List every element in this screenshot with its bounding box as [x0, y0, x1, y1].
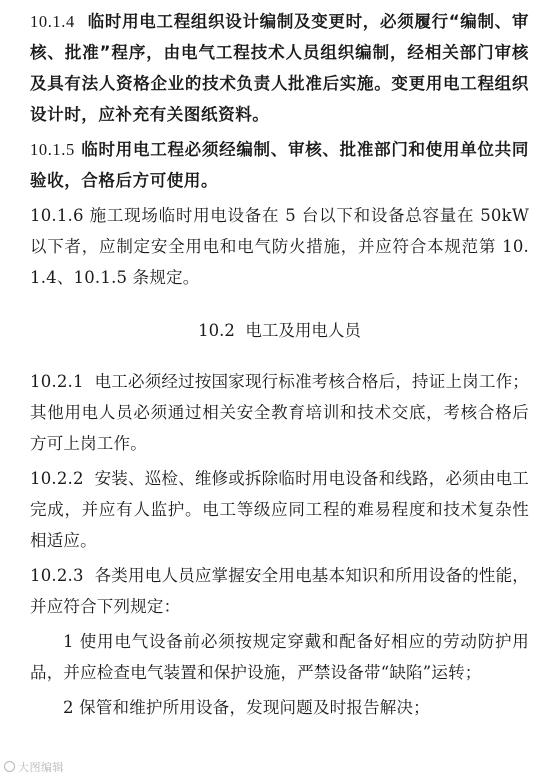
clause-number: 10.2.1	[30, 372, 84, 391]
clause-number: 10.1.6	[30, 206, 84, 225]
clause-10-1-6	[30, 200, 529, 293]
clause-10-1-5	[30, 134, 529, 196]
clause-text: 电工必须经过按国家现行标准考核合格后，持证上岗工作；其他用电人员必须通过相关安全教育培训和技术交底，考核合格后方可上岗工作。	[30, 372, 529, 453]
clause-number: 10.2.2	[30, 469, 84, 488]
clause-number: 10.1.4	[30, 12, 75, 31]
clause-text: 安装、巡检、维修或拆除临时用电设备和线路，必须由电工完成，并应有人监护。电工等级应同工程的难易程度和技术复杂性相适应。	[30, 469, 529, 550]
clause-10-1-4	[30, 6, 529, 130]
clause-10-2-2	[30, 463, 529, 556]
section-heading	[30, 315, 529, 346]
list-item-1: 1 使用电气设备前必须按规定穿戴和配备好相应的劳动防护用品，并应检查电气装置和保护设施，严禁设备带“缺陷”运转；	[30, 632, 529, 682]
watermark-text: 大图编辑	[18, 761, 64, 774]
clause-10-2-1	[30, 366, 529, 459]
watermark	[4, 759, 64, 775]
clause-text: 施工现场临时用电设备在 5 台以下和设备总容量在 50kW 以下者，应制定安全用电和电气防火措施，并应符合本规范第 10.1.4、10.1.5 条规定。	[30, 206, 529, 287]
watermark-icon	[4, 761, 15, 772]
section-number: 10.2	[198, 321, 235, 340]
clause-text: 临时用电工程组织设计编制及变更时，必须履行“编制、审核、批准”程序，由电气工程技术人员组织编制，经相关部门审核及具有法人资格企业的技术负责人批准后实施。变更用电工程组织设计时，应补充有关图纸资料。	[30, 12, 529, 124]
clause-text: 临时用电工程必须经编制、审核、批准部门和使用单位共同验收，合格后方可使用。	[30, 140, 529, 190]
section-title: 电工及用电人员	[245, 321, 361, 340]
clause-number: 10.1.5	[30, 140, 75, 159]
clause-text: 各类用电人员应掌握安全用电基本知识和所用设备的性能，并应符合下列规定：	[30, 566, 529, 616]
clause-10-2-3	[30, 560, 529, 622]
list-item-2: 2 保管和维护所用设备，发现问题及时报告解决；	[63, 698, 430, 717]
clause-number: 10.2.3	[30, 566, 84, 585]
